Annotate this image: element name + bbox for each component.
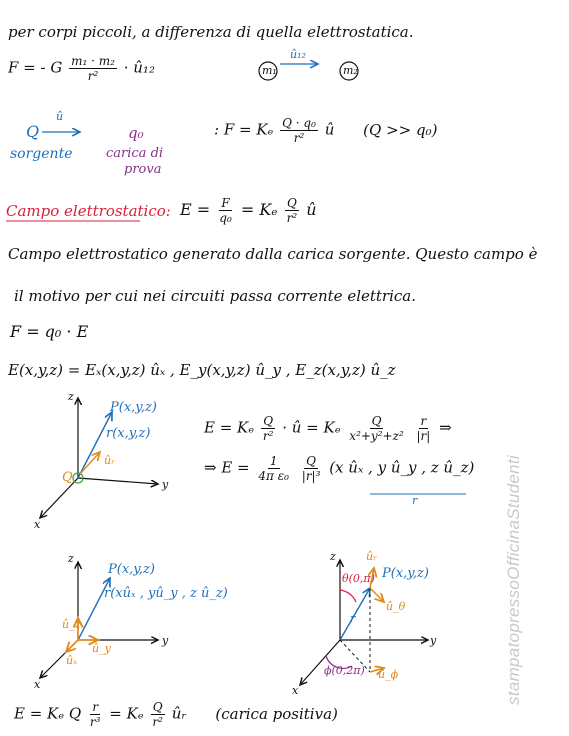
field-eq-2 [204, 454, 474, 483]
gravity-tail: · û₁₂ [123, 58, 155, 77]
eqE2-n2: Q [306, 454, 317, 468]
eqE1-n2: Q [371, 414, 382, 428]
gravity-lhs: F = - G [8, 58, 63, 77]
test-label-2: prova [124, 162, 162, 177]
eqE1-d3: |r| [416, 429, 431, 443]
eqE1-d2: x²+y²+z² [349, 429, 404, 443]
test-charge-label: q₀ [128, 124, 144, 142]
d3-z-label: z [330, 550, 336, 563]
d1-Q-label: Q [62, 470, 73, 485]
d2-uz-label: û_z [62, 618, 81, 631]
eqE1-n1: Q [263, 414, 274, 428]
eqE1-arrow: ⇒ [439, 418, 452, 437]
force-field-eq: F = q₀ · E [10, 322, 89, 341]
field-eq-1 [204, 414, 452, 443]
eqE1-b: · û = Kₑ [282, 418, 341, 437]
d3-x-label: x [292, 684, 299, 697]
campo-u: û [306, 200, 317, 219]
gravity-equation [8, 54, 155, 83]
d1-ur-label: ûᵣ [104, 454, 115, 467]
gravity-numerator: m₁ · m₂ [71, 54, 115, 68]
eqE2-d1: 4π ε₀ [258, 469, 289, 483]
force-u: û [324, 120, 335, 139]
final-b: = Kₑ [109, 704, 144, 723]
final-equation [14, 700, 338, 729]
eqE1-n3: r [420, 414, 427, 428]
campo-title: Campo elettrostatico: [6, 202, 171, 220]
intro-line: per corpi piccoli, a differenza di quella elettrostatica. [8, 23, 414, 41]
eqE2-d2: |r|³ [301, 469, 321, 483]
r-vector-1 [78, 412, 112, 478]
watermark: stampatopressoOfficinaStudenti [504, 455, 524, 705]
campo-line-1: Campo elettrostatico generato dalla carica sorgente. Questo campo è [8, 245, 538, 263]
campo-mid: = Kₑ [240, 200, 278, 219]
d1-r-label: r(x,y,z) [106, 426, 151, 441]
eqE2-n1: 1 [269, 454, 278, 468]
eqE2-r-label: r [412, 494, 418, 507]
campo-num2: Q [286, 196, 297, 210]
u12-label: û₁₂ [290, 48, 306, 61]
d2-x-label: x [34, 678, 41, 691]
force-condition: (Q >> q₀) [363, 120, 438, 139]
campo-E: E = [180, 200, 211, 219]
campo-den2: r² [286, 211, 298, 225]
d2-uy-label: û_y [92, 642, 111, 655]
campo-equation [180, 196, 317, 225]
axes-diagram-1 [40, 398, 158, 518]
d3-r-label: r [350, 612, 356, 625]
test-label-1: carica di [106, 146, 164, 161]
eqE1-a: E = Kₑ [204, 418, 255, 437]
campo-den: q₀ [219, 211, 232, 225]
mass-1-label: m₁ [262, 64, 277, 77]
eqE1-d1: r² [262, 429, 274, 443]
d3-phi-label: ϕ(0,2π) [324, 664, 365, 677]
final-n1: r [92, 700, 99, 714]
eqE2-vec: (x ûₓ , y û_y , z û_z) [329, 458, 475, 477]
final-d1: r³ [89, 715, 101, 729]
d3-ur-label: ûᵣ [366, 550, 377, 563]
field-components-eq: E(x,y,z) = Eₓ(x,y,z) ûₓ , E_y(x,y,z) û_y , E_z(x,y,z) û_z [8, 361, 396, 379]
d3-uphi-label: û_ϕ [378, 668, 399, 681]
gravity-denominator: r² [87, 69, 99, 83]
d1-P-label: P(x,y,z) [110, 400, 157, 415]
d3-y-label: y [430, 634, 437, 647]
force-den: r² [293, 131, 305, 145]
eqE2-arrow: ⇒ E = [204, 458, 250, 477]
final-a: E = Kₑ Q [14, 704, 82, 723]
final-d2: r² [152, 715, 163, 729]
source-charge-label: Q [26, 122, 40, 141]
axes-diagram-2 [40, 562, 158, 678]
force-num: Q · q₀ [282, 116, 316, 130]
d1-x-label: x [34, 518, 41, 531]
final-note: (carica positiva) [215, 704, 338, 723]
d2-z-label: z [68, 552, 74, 565]
d2-r-label: r(xûₓ , yû_y , z û_z) [104, 586, 228, 601]
d1-y-label: y [162, 478, 169, 491]
d1-z-label: z [68, 390, 74, 403]
force-equation [214, 116, 437, 145]
d2-ux-label: ûₓ [66, 654, 77, 667]
final-n2: Q [152, 700, 163, 714]
d2-P-label: P(x,y,z) [108, 562, 155, 577]
final-c: ûᵣ [171, 704, 187, 723]
d3-utheta-label: û_θ [386, 600, 406, 613]
d2-y-label: y [162, 634, 169, 647]
source-label: sorgente [10, 146, 73, 162]
d3-P-label: P(x,y,z) [382, 566, 429, 581]
source-u-label: û [56, 110, 64, 123]
campo-line-2: il motivo per cui nei circuiti passa corrente elettrica. [14, 287, 417, 305]
campo-num: F [221, 196, 230, 210]
force-lhs: : F = Kₑ [214, 120, 274, 139]
d3-theta-label: θ(0,π) [342, 572, 375, 585]
mass-2-label: m₂ [343, 64, 358, 77]
